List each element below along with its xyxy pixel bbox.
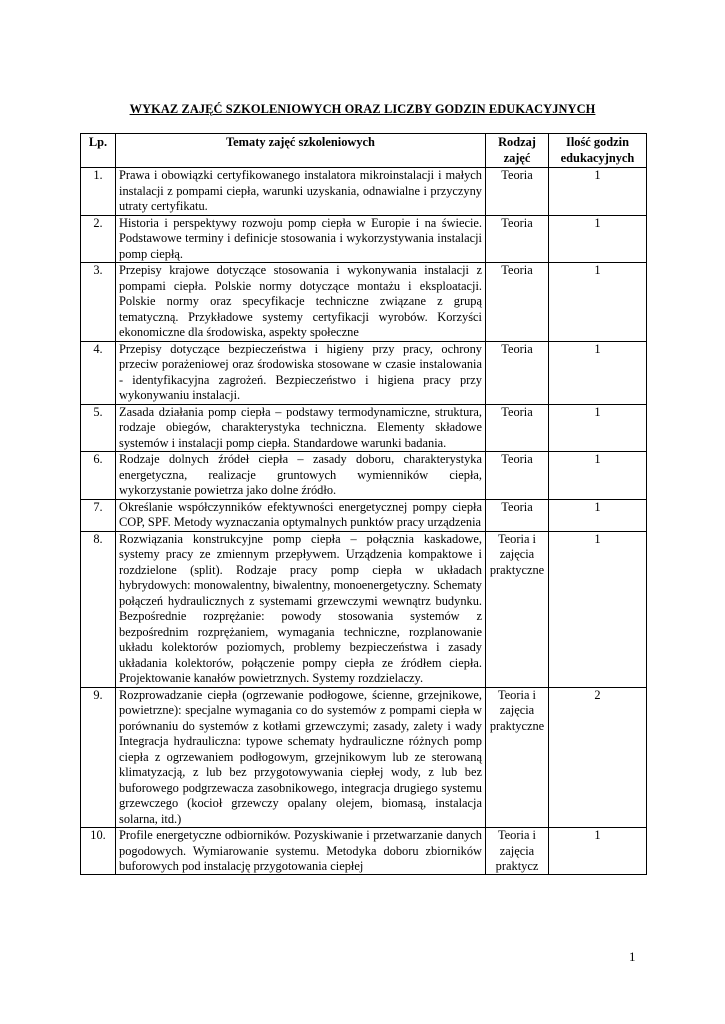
row-hours: 1 bbox=[549, 263, 647, 342]
table-row bbox=[81, 263, 647, 342]
table-row bbox=[81, 168, 647, 216]
row-hours: 1 bbox=[549, 452, 647, 500]
table-header-row bbox=[81, 134, 647, 168]
row-topic-text: Profile energetyczne odbiorników. Pozyskiwanie i przetwarzanie danych pogodowych. Wymiarowanie systemu. Metodyka doboru zbiorników buforowych pod instalację przygotowania ciepłej bbox=[119, 828, 482, 873]
document-title: WYKAZ ZAJĘĆ SZKOLENIOWYCH ORAZ LICZBY GODZIN EDUKACYJNYCH bbox=[129, 102, 596, 116]
row-type bbox=[486, 828, 549, 875]
row-hours: 1 bbox=[549, 215, 647, 263]
row-topic: Historia i perspektywy rozwoju pomp ciepła w Europie i na świecie. Podstawowe terminy i definicje stosowania i wykorzystywania instalacji pomp ciepłą. bbox=[116, 215, 486, 263]
header-hours: Ilość godzin edukacyjnych bbox=[549, 134, 647, 168]
row-type: Teoria bbox=[486, 168, 549, 216]
row-lp: 8. bbox=[81, 531, 116, 687]
row-hours: 1 bbox=[549, 499, 647, 531]
table-row bbox=[81, 687, 647, 828]
header-type: Rodzaj zajęć bbox=[486, 134, 549, 168]
row-type: Teoria bbox=[486, 404, 549, 452]
row-hours: 1 bbox=[549, 341, 647, 404]
row-topic bbox=[116, 828, 486, 875]
table-row bbox=[81, 499, 647, 531]
row-topic: Przepisy dotyczące bezpieczeństwa i higieny przy pracy, ochrony przeciw porażeniowej oraz środowiska stosowane w czasie instalowania - identyfikacyjna zagrożeń. Bezpieczeństwo i higiena pracy przy wykonywaniu instalacji. bbox=[116, 341, 486, 404]
training-schedule-table bbox=[80, 133, 647, 875]
row-topic: Rodzaje dolnych źródeł ciepła – zasady doboru, charakterystyka energetyczna, realizacje gruntowych wymienników ciepła, wykorzystanie powietrza jako dolne źródło. bbox=[116, 452, 486, 500]
table-row bbox=[81, 341, 647, 404]
row-topic: Określanie współczynników efektywności energetycznej pompy ciepła COP, SPF. Metody wyznaczania optymalnych punktów pracy urządzenia bbox=[116, 499, 486, 531]
row-topic: Przepisy krajowe dotyczące stosowania i wykonywania instalacji z pompami ciepła. Polskie normy dotyczące montażu i eksploatacji. Polskie normy oraz specyfikacje techniczne związane z grupą tematyczną. Przykładowe systemy certyfikacji wyrobów. Korzyści ekonomiczne dla środowiska, aspekty społeczne bbox=[116, 263, 486, 342]
row-lp: 6. bbox=[81, 452, 116, 500]
table-row bbox=[81, 828, 647, 875]
row-type: Teoria bbox=[486, 215, 549, 263]
row-hours: 1 bbox=[549, 404, 647, 452]
row-type: Teoria bbox=[486, 499, 549, 531]
table-row bbox=[81, 531, 647, 687]
row-lp: 9. bbox=[81, 687, 116, 828]
row-topic: Prawa i obowiązki certyfikowanego instalatora mikroinstalacji i małych instalacji z pompami ciepła, warunki uzyskania, odnawialne i przyczyny utraty certyfikatu. bbox=[116, 168, 486, 216]
row-type: Teoria bbox=[486, 341, 549, 404]
row-lp: 3. bbox=[81, 263, 116, 342]
page-number: 1 bbox=[629, 949, 636, 964]
header-lp: Lp. bbox=[81, 134, 116, 168]
row-type-text: Teoria i zajęcia praktycz bbox=[495, 828, 539, 873]
row-type: Teoria bbox=[486, 263, 549, 342]
row-lp: 5. bbox=[81, 404, 116, 452]
header-topic: Tematy zajęć szkoleniowych bbox=[116, 134, 486, 168]
table-row bbox=[81, 452, 647, 500]
row-hours: 2 bbox=[549, 687, 647, 828]
row-hours: 1 bbox=[549, 828, 647, 875]
row-topic: Rozprowadzanie ciepła (ogrzewanie podłogowe, ścienne, grzejnikowe, powietrzne): specjalne wymagania co do systemów z pompami ciepła w porównaniu do systemów z kotłami grzewczymi; zasady, zalety i wady Integracja hydrauliczna: typowe schematy hydrauliczne różnych pomp ciepła z ogrzewaniem podłogowym, grzejnikowym lub ze sterowaną klimatyzacją, z lub bez przygotowywania ciepłej wody, z lub bez buforowego podgrzewacza zasobnikowego, integracja drugiego systemu grzewczego (kocioł grzewczy opalany olejem, biomasą, instalacja solarna, itd.) bbox=[116, 687, 486, 828]
row-topic: Zasada działania pomp ciepła – podstawy termodynamiczne, struktura, rodzaje obiegów, charakterystyka techniczna. Elementy składowe systemów i instalacji pomp ciepła. Standardowe warunki badania. bbox=[116, 404, 486, 452]
row-topic: Rozwiązania konstrukcyjne pomp ciepła – połącznia kaskadowe, systemy pracy ze zmiennym przepływem. Urządzenia kompaktowe i rozdzielone (split). Rodzaje pracy pomp ciepła w układach hybrydowych: monowalentny, biwalentny, monoenergetyczny. Schematy połączeń hydraulicznych z systemami grzewczymi wewnątrz budynku. Bezpośrednie rozprężanie: powody stosowania systemów z bezpośrednim rozprężaniem, wymagania techniczne, rozplanowanie układu kolektorów poziomych, problemy bezpieczeństwa i zasady układania kolektorów, połączenie pompy ciepła ze źródłem ciepła. Projektowanie kanałów powietrznych. Systemy rozdzielaczy. bbox=[116, 531, 486, 687]
row-type: Teoria i zajęcia praktyczne bbox=[486, 687, 549, 828]
row-lp: 7. bbox=[81, 499, 116, 531]
row-lp: 2. bbox=[81, 215, 116, 263]
row-type: Teoria i zajęcia praktyczne bbox=[486, 531, 549, 687]
row-lp: 1. bbox=[81, 168, 116, 216]
row-hours: 1 bbox=[549, 168, 647, 216]
row-type: Teoria bbox=[486, 452, 549, 500]
row-hours: 1 bbox=[549, 531, 647, 687]
row-lp: 4. bbox=[81, 341, 116, 404]
row-lp: 10. bbox=[81, 828, 116, 875]
table-row bbox=[81, 215, 647, 263]
table-row bbox=[81, 404, 647, 452]
